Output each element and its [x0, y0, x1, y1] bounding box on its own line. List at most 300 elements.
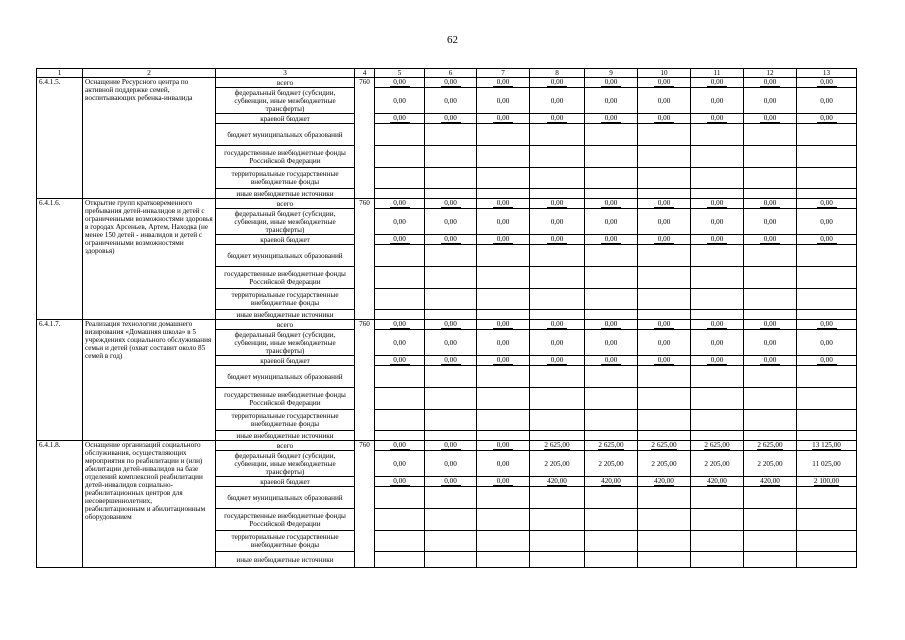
- funding-source: иные внебюджетные источники: [216, 552, 355, 568]
- value-cell: [375, 88, 425, 114]
- value-text: 0,00: [707, 78, 727, 87]
- value-text: 0,00: [390, 477, 410, 486]
- value-cell: [530, 289, 585, 310]
- budget-table: [36, 68, 857, 568]
- value-cell: [585, 114, 638, 124]
- value-cell: [797, 88, 857, 114]
- value-text: 2 625,00: [598, 441, 624, 449]
- value-cell: [425, 189, 477, 199]
- value-cell: [425, 431, 477, 441]
- value-cell: [744, 235, 797, 245]
- value-cell: [375, 209, 425, 235]
- table-body: [37, 78, 857, 568]
- value-text: 0,00: [760, 235, 780, 244]
- value-cell: [425, 235, 477, 245]
- funding-source: федеральный бюджет (субсидии, субвенции, иные межбюджетные трансферты): [216, 330, 355, 356]
- value-cell: [530, 356, 585, 366]
- value-text: 0,00: [817, 356, 837, 365]
- value-cell: [425, 267, 477, 289]
- value-cell: [797, 531, 857, 552]
- value-text: 2 100,00: [813, 477, 840, 485]
- item-name: Реализация технологии домашнего визирования «Домашняя школа» в 5 учреждениях социального обслуживания семьи и детей (охват составит около 85 семей в год): [83, 320, 216, 441]
- value-cell: [691, 388, 744, 410]
- value-text: 0,00: [654, 114, 674, 123]
- funding-source: всего: [216, 78, 355, 88]
- value-cell: [477, 267, 530, 289]
- funding-source: краевой бюджет: [216, 114, 355, 124]
- value-text: 0,00: [601, 114, 621, 123]
- value-text: 0,00: [601, 235, 621, 244]
- value-cell: [530, 209, 585, 235]
- value-text: 0,00: [393, 338, 406, 347]
- value-cell: [638, 209, 691, 235]
- value-cell: [530, 431, 585, 441]
- value-cell: [797, 356, 857, 366]
- header-row: [37, 69, 857, 78]
- value-text: 0,00: [441, 78, 461, 87]
- value-text: 0,00: [493, 441, 513, 450]
- value-cell: [585, 552, 638, 568]
- value-cell: [691, 531, 744, 552]
- value-cell: [530, 509, 585, 531]
- value-text: 0,00: [444, 96, 457, 105]
- value-cell: [530, 366, 585, 388]
- value-cell: [530, 531, 585, 552]
- value-text: 0,00: [390, 235, 410, 244]
- value-cell: [425, 209, 477, 235]
- value-cell: [425, 441, 477, 451]
- value-cell: [744, 477, 797, 487]
- value-cell: [425, 88, 477, 114]
- value-text: 0,00: [604, 338, 618, 347]
- value-cell: [691, 366, 744, 388]
- funding-source: федеральный бюджет (субсидии, субвенции, иные межбюджетные трансферты): [216, 209, 355, 235]
- value-cell: [530, 310, 585, 320]
- value-cell: [797, 477, 857, 487]
- value-cell: [691, 330, 744, 356]
- value-cell: [744, 388, 797, 410]
- value-text: 0,00: [390, 441, 410, 450]
- value-cell: [691, 199, 744, 209]
- value-cell: [477, 320, 530, 330]
- column-header-9: 9: [585, 69, 638, 78]
- value-cell: [477, 487, 530, 509]
- value-text: 0,00: [654, 78, 674, 87]
- value-text: 0,00: [657, 338, 671, 347]
- value-cell: [585, 531, 638, 552]
- value-cell: [797, 146, 857, 168]
- value-cell: [585, 289, 638, 310]
- value-cell: [797, 509, 857, 531]
- item-code: 6.4.1.8.: [37, 441, 83, 568]
- value-cell: [425, 477, 477, 487]
- value-text: 0,00: [601, 320, 621, 329]
- value-text: 0,00: [654, 356, 674, 365]
- value-cell: [691, 431, 744, 441]
- value-cell: [744, 310, 797, 320]
- value-cell: [375, 366, 425, 388]
- value-cell: [530, 320, 585, 330]
- value-text: 0,00: [817, 114, 837, 123]
- value-cell: [585, 88, 638, 114]
- value-cell: [744, 88, 797, 114]
- value-text: 0,00: [493, 477, 513, 486]
- column-header-12: 12: [744, 69, 797, 78]
- value-cell: [375, 320, 425, 330]
- funding-source: бюджет муниципальных образований: [216, 124, 355, 146]
- value-text: 2 625,00: [704, 441, 730, 449]
- value-cell: [797, 320, 857, 330]
- value-cell: [691, 114, 744, 124]
- value-cell: [638, 310, 691, 320]
- column-4-value: 760: [355, 441, 375, 568]
- value-cell: [530, 114, 585, 124]
- value-cell: [477, 124, 530, 146]
- value-cell: [425, 199, 477, 209]
- value-text: 0,00: [390, 320, 410, 329]
- value-cell: [797, 441, 857, 451]
- value-text: 0,00: [654, 235, 674, 244]
- value-cell: [477, 88, 530, 114]
- value-cell: [530, 441, 585, 451]
- value-text: 420,00: [601, 477, 621, 485]
- value-cell: [375, 451, 425, 477]
- column-header-2: 2: [83, 69, 216, 78]
- value-text: 0,00: [604, 217, 618, 226]
- value-cell: [797, 245, 857, 267]
- value-cell: [638, 477, 691, 487]
- value-text: 0,00: [547, 356, 567, 365]
- value-cell: [425, 146, 477, 168]
- value-text: 0,00: [817, 78, 837, 87]
- value-cell: [797, 388, 857, 410]
- value-cell: [375, 487, 425, 509]
- value-cell: [477, 431, 530, 441]
- value-cell: [691, 441, 744, 451]
- value-cell: [375, 267, 425, 289]
- value-cell: [638, 431, 691, 441]
- funding-source: иные внебюджетные источники: [216, 431, 355, 441]
- value-text: 0,00: [547, 320, 567, 329]
- column-4-value: 760: [355, 78, 375, 199]
- funding-source: государственные внебюджетные фонды Российской Федерации: [216, 267, 355, 289]
- value-cell: [797, 410, 857, 431]
- value-text: 0,00: [604, 96, 618, 105]
- value-cell: [530, 552, 585, 568]
- value-cell: [530, 199, 585, 209]
- value-text: 2 205,00: [757, 459, 783, 468]
- value-cell: [477, 509, 530, 531]
- value-cell: [638, 356, 691, 366]
- value-text: 0,00: [760, 320, 780, 329]
- value-cell: [691, 477, 744, 487]
- value-cell: [638, 320, 691, 330]
- value-text: 13 125,00: [812, 441, 841, 449]
- value-cell: [585, 124, 638, 146]
- funding-source: краевой бюджет: [216, 235, 355, 245]
- value-cell: [425, 552, 477, 568]
- value-text: 0,00: [493, 78, 513, 87]
- value-cell: [744, 209, 797, 235]
- column-4-value: 760: [355, 199, 375, 320]
- value-cell: [744, 356, 797, 366]
- value-cell: [691, 209, 744, 235]
- value-text: 420,00: [547, 477, 567, 485]
- value-cell: [585, 209, 638, 235]
- value-cell: [375, 388, 425, 410]
- value-cell: [744, 441, 797, 451]
- value-text: 0,00: [393, 217, 406, 226]
- value-cell: [638, 509, 691, 531]
- value-cell: [638, 441, 691, 451]
- value-text: 2 205,00: [598, 459, 624, 468]
- value-cell: [425, 366, 477, 388]
- value-text: 0,00: [820, 96, 833, 105]
- value-cell: [477, 410, 530, 431]
- value-cell: [744, 245, 797, 267]
- column-header-3: 3: [216, 69, 355, 78]
- value-text: 0,00: [444, 459, 457, 468]
- value-text: 0,00: [441, 320, 461, 329]
- value-text: 0,00: [547, 199, 567, 208]
- value-cell: [638, 189, 691, 199]
- value-cell: [530, 451, 585, 477]
- column-header-11: 11: [691, 69, 744, 78]
- value-cell: [638, 410, 691, 431]
- value-cell: [744, 509, 797, 531]
- value-cell: [477, 168, 530, 189]
- value-text: 2 205,00: [651, 459, 677, 468]
- value-cell: [375, 189, 425, 199]
- funding-source: территориальные государственные внебюджетные фонды: [216, 289, 355, 310]
- value-text: 0,00: [390, 78, 410, 87]
- value-cell: [691, 310, 744, 320]
- value-cell: [585, 267, 638, 289]
- value-cell: [744, 431, 797, 441]
- value-cell: [585, 168, 638, 189]
- value-text: 0,00: [707, 320, 727, 329]
- value-text: 0,00: [496, 338, 510, 347]
- value-cell: [585, 245, 638, 267]
- value-cell: [425, 388, 477, 410]
- value-text: 0,00: [493, 114, 513, 123]
- value-text: 0,00: [496, 96, 510, 105]
- value-text: 0,00: [601, 199, 621, 208]
- value-text: 0,00: [707, 199, 727, 208]
- value-text: 0,00: [390, 114, 410, 123]
- value-text: 0,00: [444, 338, 457, 347]
- value-cell: [477, 245, 530, 267]
- value-cell: [638, 146, 691, 168]
- value-cell: [691, 189, 744, 199]
- value-text: 0,00: [763, 338, 777, 347]
- value-text: 0,00: [441, 199, 461, 208]
- value-cell: [425, 78, 477, 88]
- value-cell: [797, 487, 857, 509]
- value-cell: [638, 245, 691, 267]
- value-text: 0,00: [550, 96, 564, 105]
- value-text: 0,00: [654, 320, 674, 329]
- value-cell: [375, 552, 425, 568]
- value-cell: [744, 168, 797, 189]
- funding-source: всего: [216, 441, 355, 451]
- item-code: 6.4.1.7.: [37, 320, 83, 441]
- value-cell: [638, 199, 691, 209]
- column-4-value: 760: [355, 320, 375, 441]
- value-cell: [744, 124, 797, 146]
- value-text: 0,00: [390, 356, 410, 365]
- value-text: 0,00: [710, 338, 724, 347]
- value-cell: [477, 146, 530, 168]
- value-cell: [797, 189, 857, 199]
- value-cell: [744, 78, 797, 88]
- value-cell: [585, 330, 638, 356]
- value-cell: [375, 509, 425, 531]
- value-cell: [585, 146, 638, 168]
- value-text: 0,00: [496, 217, 510, 226]
- item-code: 6.4.1.6.: [37, 199, 83, 320]
- funding-source: иные внебюджетные источники: [216, 310, 355, 320]
- value-cell: [375, 235, 425, 245]
- value-cell: [691, 168, 744, 189]
- value-cell: [375, 289, 425, 310]
- value-cell: [477, 366, 530, 388]
- value-cell: [585, 235, 638, 245]
- funding-source: иные внебюджетные источники: [216, 189, 355, 199]
- value-text: 0,00: [547, 114, 567, 123]
- value-cell: [425, 310, 477, 320]
- funding-source: государственные внебюджетные фонды Российской Федерации: [216, 388, 355, 410]
- value-cell: [477, 235, 530, 245]
- value-cell: [638, 388, 691, 410]
- value-text: 2 625,00: [544, 441, 570, 449]
- value-text: 0,00: [441, 114, 461, 123]
- funding-source: территориальные государственные внебюджетные фонды: [216, 531, 355, 552]
- value-cell: [638, 330, 691, 356]
- value-cell: [797, 124, 857, 146]
- value-cell: [477, 356, 530, 366]
- value-cell: [691, 267, 744, 289]
- value-cell: [797, 168, 857, 189]
- value-cell: [691, 487, 744, 509]
- funding-source: государственные внебюджетные фонды Российской Федерации: [216, 146, 355, 168]
- value-cell: [638, 88, 691, 114]
- value-cell: [477, 199, 530, 209]
- value-text: 2 625,00: [651, 441, 677, 449]
- column-header-6: 6: [425, 69, 477, 78]
- value-cell: [585, 410, 638, 431]
- value-cell: [425, 114, 477, 124]
- value-cell: [477, 330, 530, 356]
- value-cell: [477, 531, 530, 552]
- value-cell: [375, 245, 425, 267]
- value-cell: [691, 124, 744, 146]
- value-cell: [425, 410, 477, 431]
- value-text: 0,00: [547, 78, 567, 87]
- value-cell: [585, 477, 638, 487]
- value-cell: [797, 310, 857, 320]
- value-text: 0,00: [441, 235, 461, 244]
- table-row: [37, 441, 857, 451]
- value-text: 0,00: [493, 235, 513, 244]
- value-text: 0,00: [710, 96, 724, 105]
- value-text: 0,00: [390, 199, 410, 208]
- value-text: 0,00: [550, 217, 564, 226]
- value-cell: [744, 189, 797, 199]
- funding-source: всего: [216, 320, 355, 330]
- value-cell: [585, 320, 638, 330]
- value-cell: [638, 552, 691, 568]
- value-cell: [425, 531, 477, 552]
- value-cell: [638, 235, 691, 245]
- value-cell: [797, 330, 857, 356]
- value-text: 0,00: [820, 338, 833, 347]
- value-text: 2 625,00: [757, 441, 783, 449]
- value-cell: [425, 168, 477, 189]
- value-cell: [375, 146, 425, 168]
- value-cell: [691, 78, 744, 88]
- value-cell: [530, 245, 585, 267]
- value-cell: [375, 168, 425, 189]
- value-text: 11 025,00: [812, 459, 841, 468]
- value-cell: [530, 388, 585, 410]
- value-text: 0,00: [760, 199, 780, 208]
- value-cell: [530, 124, 585, 146]
- value-text: 0,00: [441, 356, 461, 365]
- value-cell: [638, 487, 691, 509]
- funding-source: бюджет муниципальных образований: [216, 366, 355, 388]
- value-cell: [530, 410, 585, 431]
- value-cell: [744, 451, 797, 477]
- value-cell: [425, 320, 477, 330]
- value-cell: [477, 78, 530, 88]
- value-text: 0,00: [444, 217, 457, 226]
- value-text: 0,00: [760, 114, 780, 123]
- value-cell: [375, 310, 425, 320]
- value-cell: [797, 78, 857, 88]
- value-cell: [425, 245, 477, 267]
- funding-source: краевой бюджет: [216, 356, 355, 366]
- value-cell: [638, 124, 691, 146]
- item-code: 6.4.1.5.: [37, 78, 83, 199]
- column-header-10: 10: [638, 69, 691, 78]
- value-text: 0,00: [760, 78, 780, 87]
- value-cell: [797, 209, 857, 235]
- value-cell: [797, 431, 857, 441]
- value-cell: [744, 552, 797, 568]
- value-text: 0,00: [493, 356, 513, 365]
- value-cell: [425, 289, 477, 310]
- value-cell: [638, 366, 691, 388]
- value-cell: [375, 199, 425, 209]
- value-text: 0,00: [817, 199, 837, 208]
- value-cell: [691, 146, 744, 168]
- value-text: 0,00: [820, 217, 833, 226]
- value-text: 420,00: [707, 477, 727, 485]
- value-cell: [425, 124, 477, 146]
- value-cell: [585, 451, 638, 477]
- value-cell: [691, 320, 744, 330]
- item-name: Оснащение организаций социального обслуживания, осуществляющих мероприятия по реабилитации и (или) абилитации детей-инвалидов на базе отделений комплексной реабилитации детей-инвалидов социально-реабилитационных центров для несовершеннолетних, реабилитационным и абилитационным оборудованием: [83, 441, 216, 568]
- value-cell: [477, 189, 530, 199]
- value-cell: [797, 366, 857, 388]
- value-text: 0,00: [493, 199, 513, 208]
- value-cell: [744, 410, 797, 431]
- value-text: 0,00: [441, 477, 461, 486]
- item-name: Открытие групп кратковременного пребывания детей-инвалидов и детей с ограниченными возможностями здоровья в городах Арсеньев, Артем, Находка (не менее 150 детей - инвалидов и детей с ограниченными возможностями здоровья): [83, 199, 216, 320]
- value-cell: [530, 235, 585, 245]
- value-text: 0,00: [496, 459, 510, 468]
